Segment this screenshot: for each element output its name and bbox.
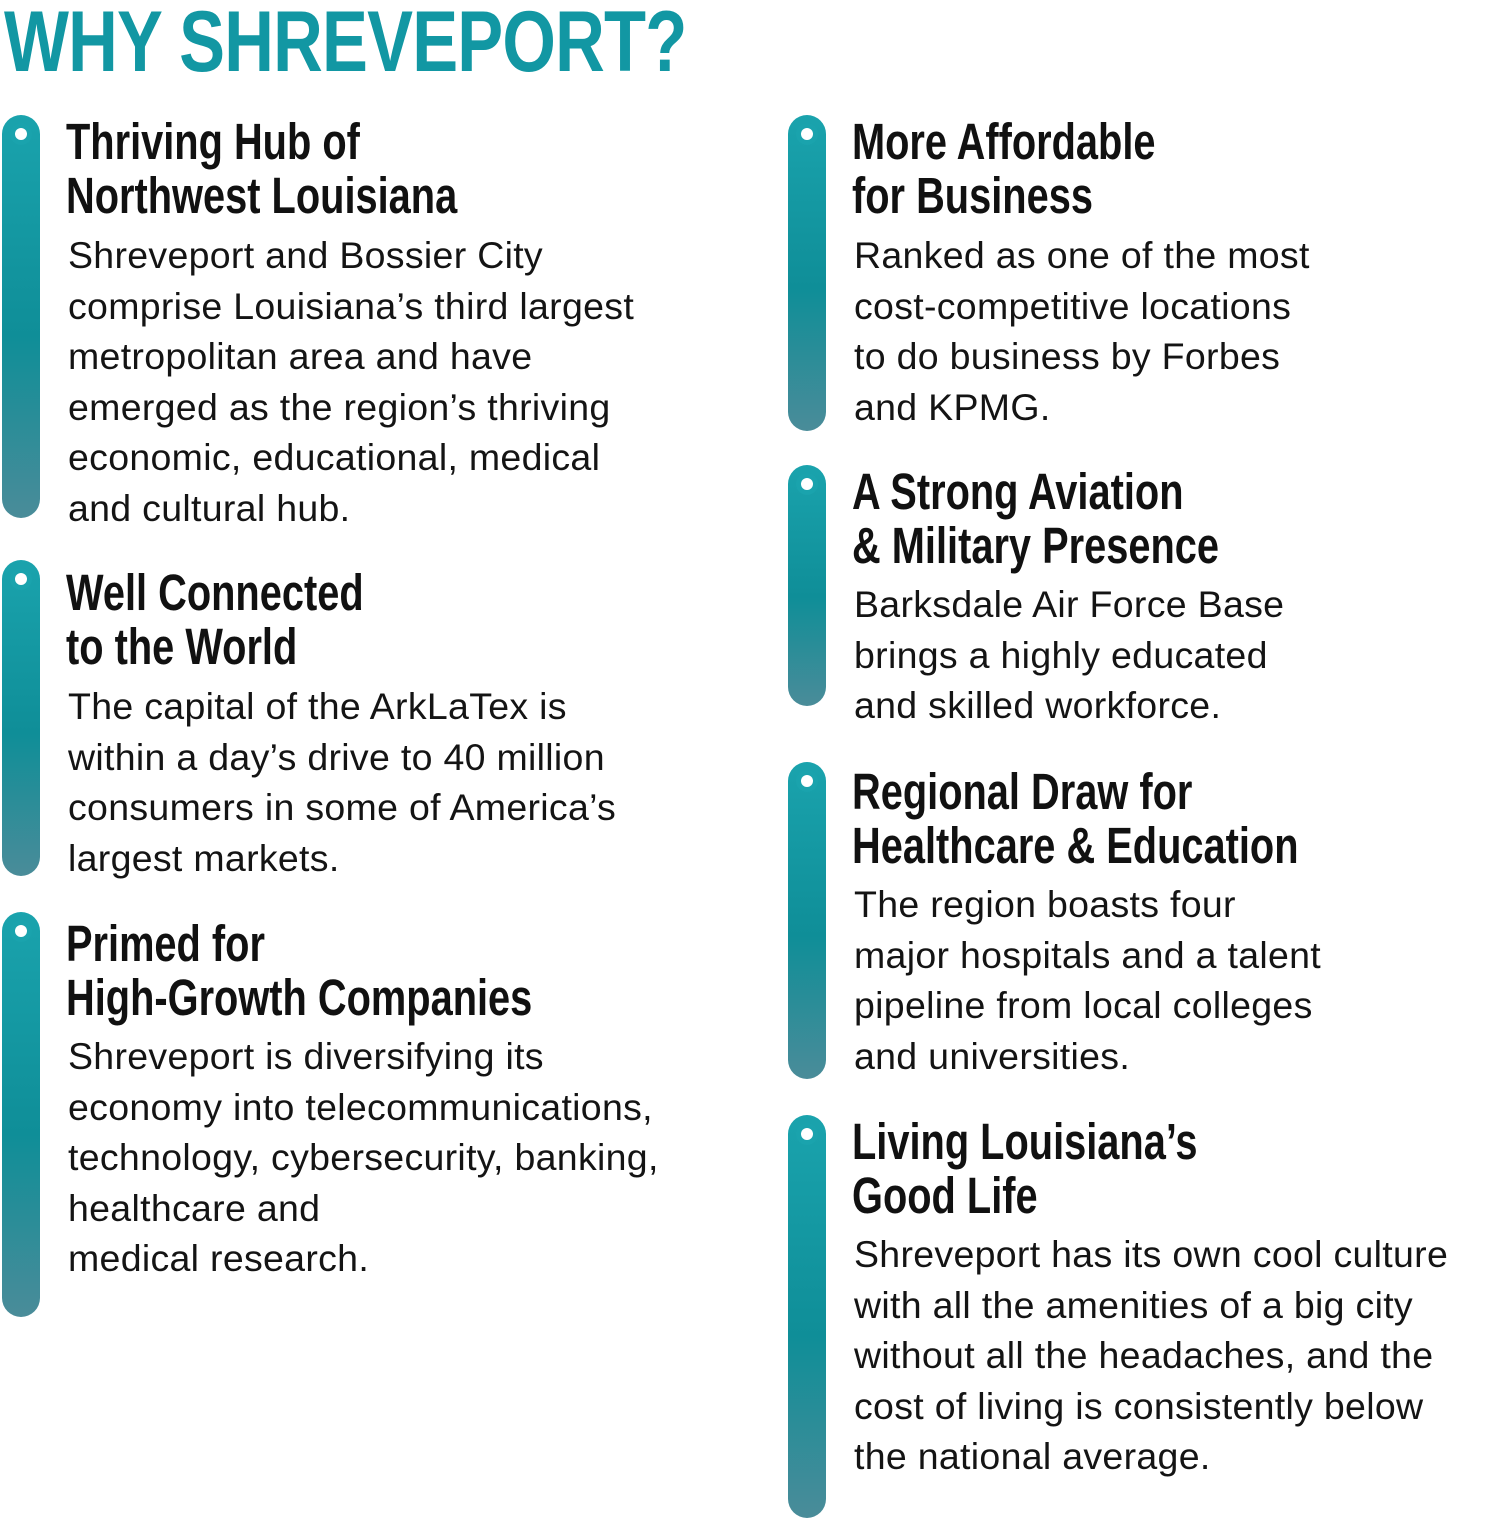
feature-heading: A Strong Aviation & Military Presence (852, 463, 1220, 574)
feature-heading: More Affordable for Business (852, 113, 1156, 224)
feature-description: Barksdale Air Force Base brings a highly educated and skilled workforce. (854, 583, 1285, 727)
feature-heading: Primed for High-Growth Companies (66, 915, 533, 1026)
feature-description: The region boasts four major hospitals and a talent pipeline from local colleges and universities. (854, 883, 1322, 1077)
feature-heading: Living Louisiana’s Good Life (852, 1113, 1198, 1224)
bullet-dot-icon (796, 1123, 818, 1145)
feature-heading: Regional Draw for Healthcare & Education (852, 763, 1299, 874)
accent-bar (788, 1115, 826, 1518)
bullet-dot-icon (796, 770, 818, 792)
feature-description: Shreveport and Bossier City comprise Louisiana’s third largest metropolitan area and have emerged as the region’s thriving economic, educational, medical and cultural hub. (68, 234, 635, 529)
feature-heading: Well Connected to the World (66, 564, 364, 675)
bullet-dot-icon (796, 473, 818, 495)
feature-description: The capital of the ArkLaTex is within a day’s drive to 40 million consumers in some of America’s largest markets. (68, 685, 617, 879)
accent-bar (2, 912, 40, 1317)
page-title: WHY SHREVEPORT? (4, 0, 687, 90)
feature-description: Shreveport has its own cool culture with all the amenities of a big city without all the headaches, and the cost of living is consistently below the national average. (854, 1233, 1449, 1478)
accent-bar (788, 762, 826, 1079)
feature-description: Shreveport is diversifying its economy into telecommunications, technology, cybersecurity, banking, healthcare and medical research. (68, 1035, 659, 1280)
feature-heading: Thriving Hub of Northwest Louisiana (66, 113, 458, 224)
accent-bar (2, 115, 40, 518)
bullet-dot-icon (796, 123, 818, 145)
bullet-dot-icon (10, 920, 32, 942)
feature-description: Ranked as one of the most cost-competitive locations to do business by Forbes and KPMG. (854, 234, 1310, 428)
accent-bar (788, 115, 826, 431)
accent-bar (788, 465, 826, 706)
accent-bar (2, 560, 40, 876)
bullet-dot-icon (10, 123, 32, 145)
bullet-dot-icon (10, 568, 32, 590)
